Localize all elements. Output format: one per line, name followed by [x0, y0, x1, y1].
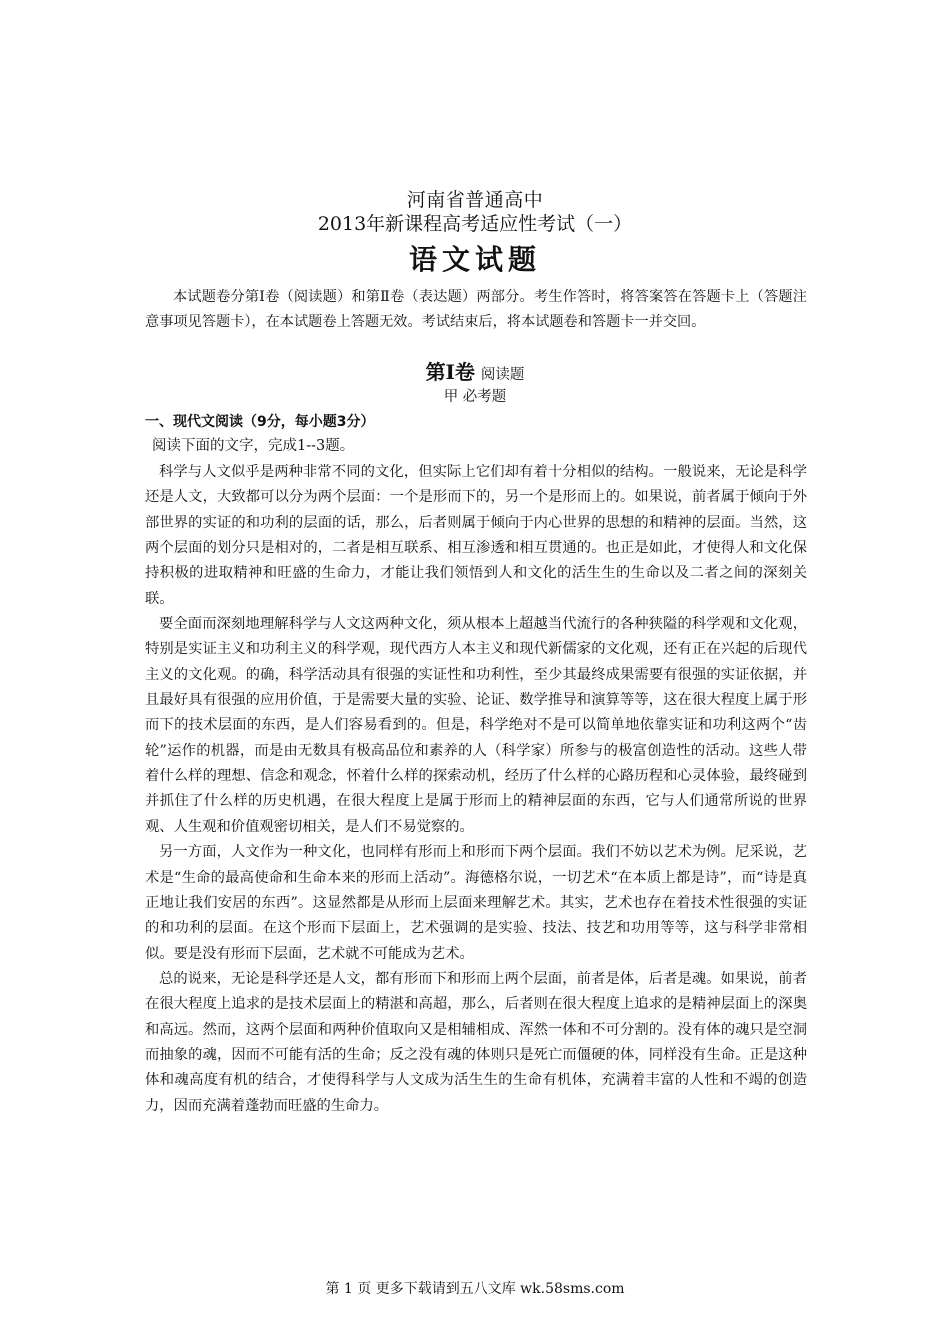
- article-paragraph: 要全面而深刻地理解科学与人文这两种文化，须从根本上超越当代流行的各种狭隘的科学观和文化观，特别是实证主义和功利主义的科学观，现代西方人本主义和现代新儒家的文化观，还有正在兴起的后现代主义的文化观。的确，科学活动具有很强的实证性和功利性，至少其最终成果需要有很强的实证依据，并且最好具有很强的应用价值，于是需要大量的实验、论证、数学推导和演算等等，这在很大程度上属于形而下的技术层面的东西，是人们容易看到的。但是，科学绝对不是可以简单地依靠实证和功利这两个“齿轮”运作的机器，而是由无数具有极高品位和素养的人（科学家）所参与的极富创造性的活动。这些人带着什么样的理想、信念和观念，怀着什么样的探索动机，经历了什么样的心路历程和心灵体验，最终碰到并抓住了什么样的历史机遇，在很大程度上是属于形而上的精神层面的东西，它与人们通常所说的世界观、人生观和价值观密切相关，是人们不易觉察的。: [145, 616, 807, 835]
- part-category: 甲 必考题: [443, 389, 507, 405]
- part-title-main: 第Ⅰ卷: [425, 360, 475, 384]
- section-instruction: 阅读下面的文字，完成1--3题。: [152, 438, 355, 454]
- province-title: 河南省普通高中: [406, 189, 544, 211]
- reading-article: [145, 460, 807, 1119]
- subject-title: 语文试题: [408, 243, 541, 276]
- intro-paragraph: 本试题卷分第Ⅰ卷（阅读题）和第Ⅱ卷（表达题）两部分。考生作答时，将答案答在答题卡上（答题注意事项见答题卡），在本试题卷上答题无效。考试结束后，将本试题卷和答题卡一并交回。: [145, 289, 807, 330]
- article-paragraph: 总的说来，无论是科学还是人文，都有形而下和形而上两个层面，前者是体，后者是魂。如果说，前者在很大程度上追求的是技术层面上的精湛和高超，那么，后者则在很大程度上追求的是精神层面上的深奥和高远。然而，这两个层面和两种价值取向又是相辅相成、浑然一体和不可分割的。没有体的魂只是空洞而抽象的魂，因而不可能有活的生命；反之没有魂的体则只是死亡而僵硬的体，同样没有生命。正是这种体和魂高度有机的结合，才使得科学与人文成为活生生的生命有机体，充满着丰富的人性和不竭的创造力，因而充满着蓬勃而旺盛的生命力。: [145, 970, 807, 1114]
- article-paragraph: 科学与人文似乎是两种非常不同的文化，但实际上它们却有着十分相似的结构。一般说来，无论是科学还是人文，大致都可以分为两个层面：一个是形而下的，另一个是形而上的。如果说，前者属于倾向于外部世界的实证的和功利的层面的话，那么，后者则属于倾向于内心世界的思想的和精神的层面。当然，这两个层面的划分只是相对的，二者是相互联系、相互渗透和相互贯通的。也正是如此，才使得人和文化保持积极的进取精神和旺盛的生命力，才能让我们领悟到人和文化的活生生的生命以及二者之间的深刻关联。: [145, 464, 807, 607]
- part-title-sub: 阅读题: [480, 367, 525, 383]
- exam-name-title: 2013年新课程高考适应性考试（一）: [317, 213, 633, 235]
- part-title: [0, 358, 950, 389]
- section-heading: 一、现代文阅读（9分，每小题3分）: [145, 414, 375, 430]
- article-paragraph: 另一方面，人文作为一种文化，也同样有形而上和形而下两个层面。我们不妨以艺术为例。尼采说，艺术是“生命的最高使命和生命本来的形而上活动”。海德格尔说，一切艺术“在本质上都是诗”，而“诗是真正地让我们安居的东西”。这显然都是从形而上层面来理解艺术。其实，艺术也存在着技术性很强的实证的和功利的层面。在这个形而下层面上，艺术强调的是实验、技法、技艺和功用等等，这与科学非常相似。要是没有形而下层面，艺术就不可能成为艺术。: [145, 844, 807, 962]
- exam-header: [0, 188, 950, 280]
- page-footer: 第 1 页 更多下载请到五八文库 wk.58sms.com: [325, 1281, 625, 1297]
